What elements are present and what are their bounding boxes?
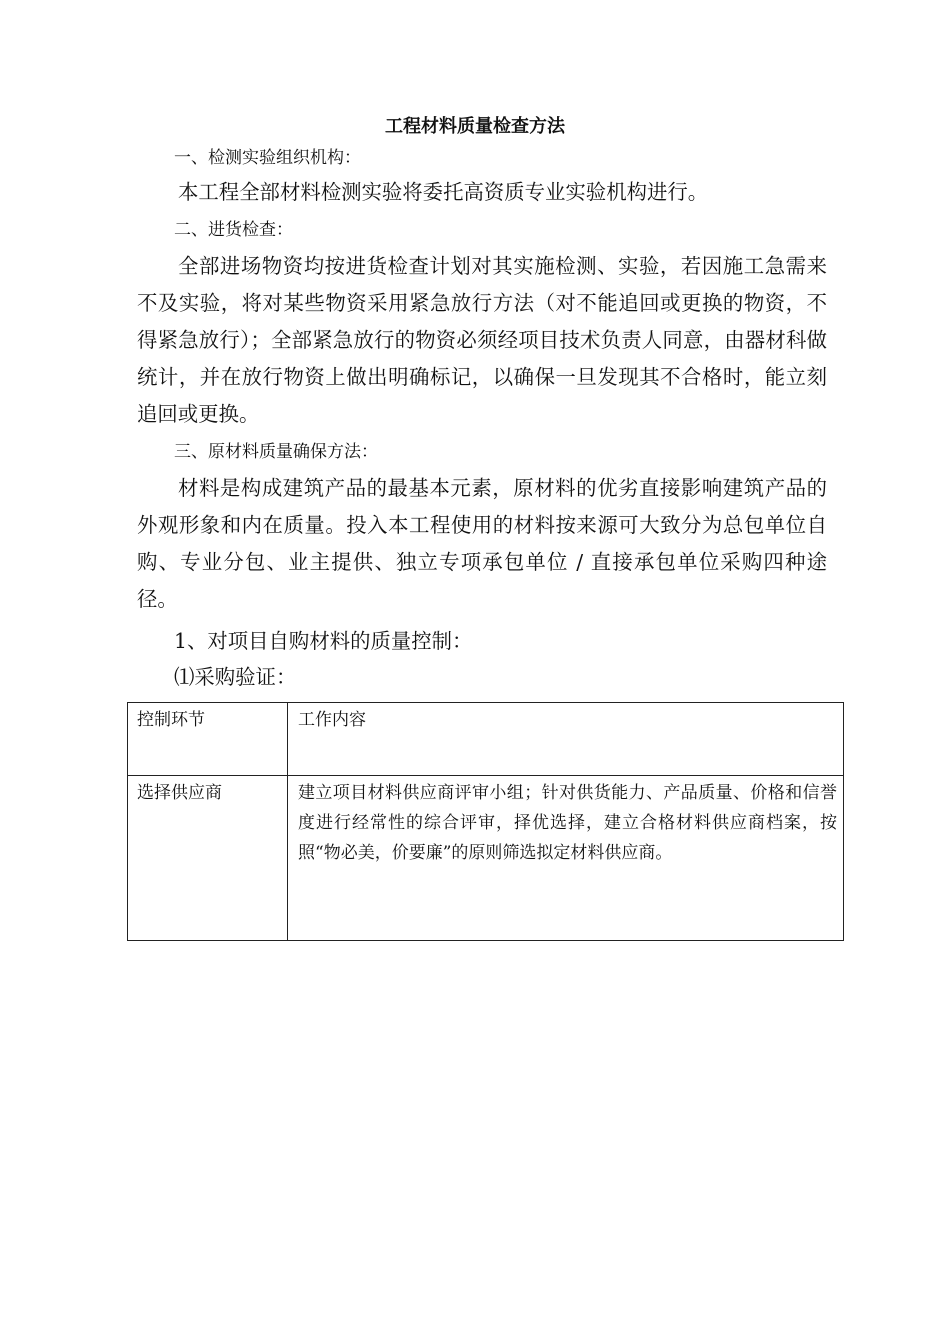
cell-control-step: 选择供应商 [128, 776, 288, 941]
section-2-heading: 二、进货检查： [174, 220, 293, 240]
header-cell-work-content: 工作内容 [288, 703, 844, 776]
section-1-body: 本工程全部材料检测实验将委托高资质专业实验机构进行。 [178, 180, 709, 204]
table-row [128, 776, 844, 941]
section-1-heading: 一、检测实验组织机构： [174, 148, 361, 168]
header-cell-control-step: 控制环节 [128, 703, 288, 776]
document-title: 工程材料质量检查方法 [385, 116, 565, 137]
table-header-row [128, 703, 844, 776]
section-2-body: 全部进场物资均按进货检查计划对其实施检测、实验，若因施工急需来不及实验，将对某些物资采用紧急放行方法（对不能追回或更换的物资，不得紧急放行）；全部紧急放行的物资必须经项目技术负责人同意，由器材科做统计，并在放行物资上做出明确标记，以确保一旦发现其不合格时，能立刻追回或更换。 [137, 254, 827, 426]
section-3-heading: 三、原材料质量确保方法： [174, 442, 378, 462]
section-3-body: 材料是构成建筑产品的最基本元素，原材料的优劣直接影响建筑产品的外观形象和内在质量。投入本工程使用的材料按来源可大致分为总包单位自购、专业分包、业主提供、独立专项承包单位 / 直接承包单位采购四种途径。 [137, 476, 827, 611]
cell-work-content: 建立项目材料供应商评审小组；针对供货能力、产品质量、价格和信誉度进行经常性的综合评审，择优选择，建立合格材料供应商档案，按照“物必美，价要廉”的原则筛选拟定材料供应商。 [288, 776, 844, 941]
section-3-subheading-2: ⑴采购验证： [174, 665, 297, 689]
procurement-control-table [127, 702, 844, 941]
section-3-subheading-1: 1、对项目自购材料的质量控制： [174, 629, 473, 653]
